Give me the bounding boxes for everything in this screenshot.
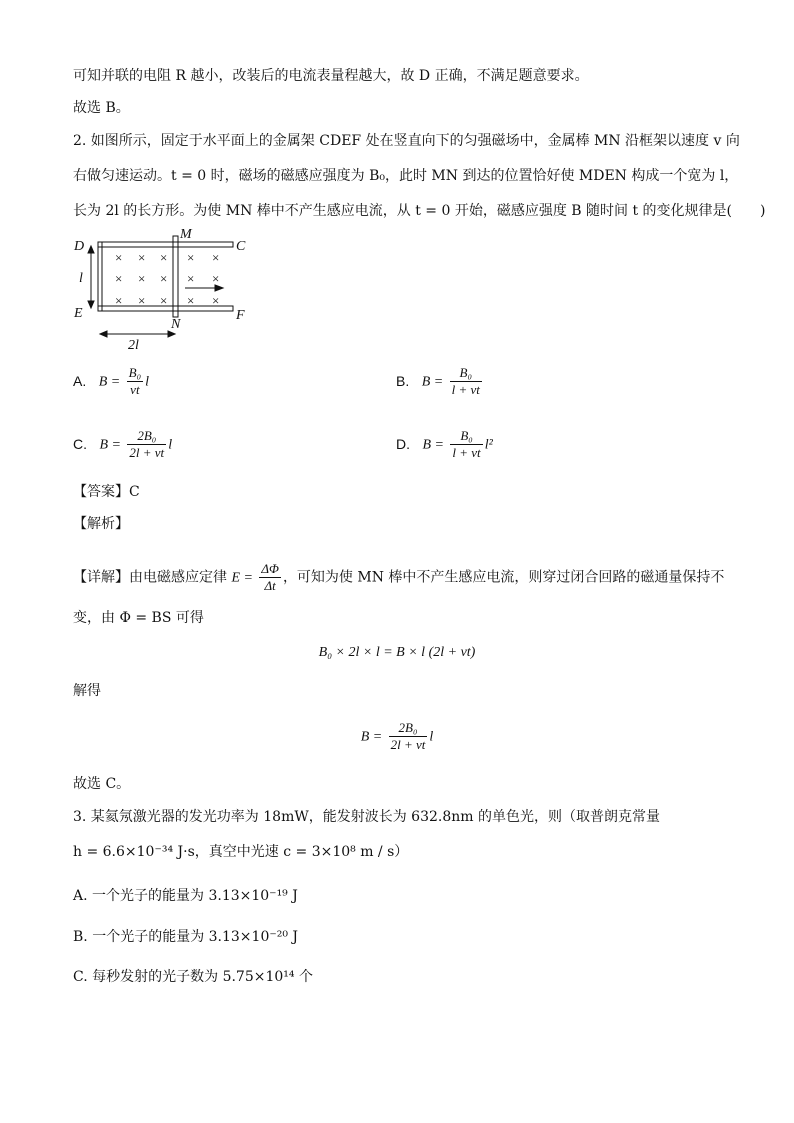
conclude-line: 故选 C。 [73, 776, 131, 792]
option-a-tail: l [145, 374, 149, 390]
q3-option-a[interactable]: A. 一个光子的能量为 3.13×10⁻¹⁹ J [73, 888, 298, 904]
field-cross: × [138, 271, 146, 286]
answer-tag: 【答案】 [73, 484, 129, 500]
q2-figure [70, 226, 260, 354]
option-b-fraction [450, 365, 482, 398]
option-b-label: B. [396, 372, 410, 389]
field-cross: × [160, 293, 168, 308]
label-l: l [79, 271, 83, 286]
equation-2-num: 2B₀ [389, 720, 428, 737]
detail-eq-lhs: E = [231, 570, 253, 586]
length-arrow-left [100, 331, 107, 337]
equation-2-den: 2l + vt [390, 737, 426, 752]
field-cross: × [115, 271, 123, 286]
option-a-den: vt [130, 382, 140, 397]
option-d-lhs: B = [422, 437, 444, 453]
field-cross: × [187, 293, 195, 308]
detail-text-b: ，可知为使 MN 棒中不产生感应电流，则穿过闭合回路的磁通量保持不 [282, 569, 725, 586]
option-c-fraction [127, 428, 166, 461]
label-n: N [171, 317, 181, 332]
field-cross: × [187, 250, 195, 265]
intro-line-1: 可知并联的电阻 R 越小，改装后的电流表量程越大，故 D 正确，不满足题意要求。 [73, 68, 589, 84]
field-cross: × [115, 293, 123, 308]
left-rail [98, 242, 102, 311]
label-m: M [180, 227, 192, 242]
option-d-num: B₀ [450, 428, 482, 445]
q3-option-b[interactable]: B. 一个光子的能量为 3.13×10⁻²⁰ J [73, 929, 299, 945]
option-d-fraction [450, 428, 482, 461]
field-cross: × [138, 293, 146, 308]
q3-option-c[interactable]: C. 每秒发射的光子数为 5.75×10¹⁴ 个 [73, 969, 313, 985]
option-d-tail: l² [484, 437, 493, 453]
option-c-tail: l [168, 437, 173, 453]
detail-fraction [259, 561, 281, 594]
equation-2 [0, 720, 794, 753]
q3-stem-line-2: h = 6.6×10⁻³⁴ J·s，真空中光速 c = 3×10⁸ m / s） [73, 844, 409, 860]
option-d[interactable] [396, 428, 493, 461]
label-2l: 2l [128, 338, 139, 353]
answer-value: C [129, 484, 140, 500]
label-c: C [236, 239, 246, 254]
field-cross: × [160, 271, 168, 286]
field-cross: × [187, 271, 195, 286]
option-c-num: 2B₀ [127, 428, 166, 445]
field-cross: × [212, 250, 220, 265]
option-c-label: C. [73, 435, 87, 452]
field-cross: × [115, 250, 123, 265]
option-b-num: B₀ [450, 365, 482, 382]
equation-2-fraction [389, 720, 428, 753]
option-a[interactable] [73, 365, 149, 398]
q2-stem-line-1: 2. 如图所示，固定于水平面上的金属架 CDEF 处在竖直向下的匀强磁场中，金属棒 MN 沿框架以速度 v 向 [73, 133, 740, 149]
field-cross: × [160, 250, 168, 265]
equation-1: B₀ × 2l × l = B × l (2l + vt) [318, 645, 476, 660]
option-c-lhs: B = [99, 437, 121, 453]
intro-line-2: 故选 B。 [73, 100, 130, 116]
option-a-num: B₀ [128, 365, 142, 380]
option-b-lhs: B = [421, 374, 444, 390]
width-arrow-bottom [88, 301, 94, 308]
equation-2-lhs: B = [360, 729, 383, 745]
option-d-den: l + vt [452, 445, 481, 460]
label-d: D [74, 239, 85, 254]
option-b[interactable] [396, 365, 484, 398]
field-cross: × [212, 271, 220, 286]
field-cross: × [212, 293, 220, 308]
option-d-label: D. [396, 435, 410, 452]
analysis-tag: 【解析】 [73, 516, 129, 532]
detail-line-1 [73, 561, 724, 594]
option-b-den: l + vt [451, 382, 480, 397]
option-a-fraction [127, 365, 143, 398]
option-a-label: A. [73, 372, 87, 389]
top-rail [98, 242, 233, 247]
label-f: F [236, 308, 245, 323]
detail-tag: 【详解】 [73, 569, 129, 586]
solve-label: 解得 [73, 683, 101, 699]
equation-2-tail: l [429, 729, 434, 745]
rod-mn [173, 236, 178, 317]
q2-stem-line-3: 长为 2l 的长方形。为使 MN 棒中不产生感应电流，从 t = 0 开始，磁感应强度 B 随时间 t 的变化规律是( ) [73, 203, 766, 219]
detail-line-2: 变，由 Φ = BS 可得 [73, 610, 204, 626]
q3-stem-line-1: 3. 某氦氖激光器的发光功率为 18mW，能发射波长为 632.8nm 的单色光，则（取普朗克常量 [73, 809, 661, 825]
answer-line [73, 483, 140, 501]
label-e: E [74, 306, 83, 321]
option-a-lhs: B = [98, 374, 121, 390]
detail-den: Δt [264, 578, 276, 593]
width-arrow-top [88, 246, 94, 253]
option-c-den: 2l + vt [129, 445, 165, 460]
option-c[interactable] [73, 428, 172, 461]
q2-stem-line-2: 右做匀速运动。t = 0 时，磁场的磁感应强度为 B₀，此时 MN 到达的位置恰好使 MDEN 构成一个宽为 l， [73, 168, 739, 184]
detail-num: ΔΦ [261, 561, 279, 576]
field-cross: × [138, 250, 146, 265]
detail-text-a: 由电磁感应定律 [129, 569, 227, 586]
